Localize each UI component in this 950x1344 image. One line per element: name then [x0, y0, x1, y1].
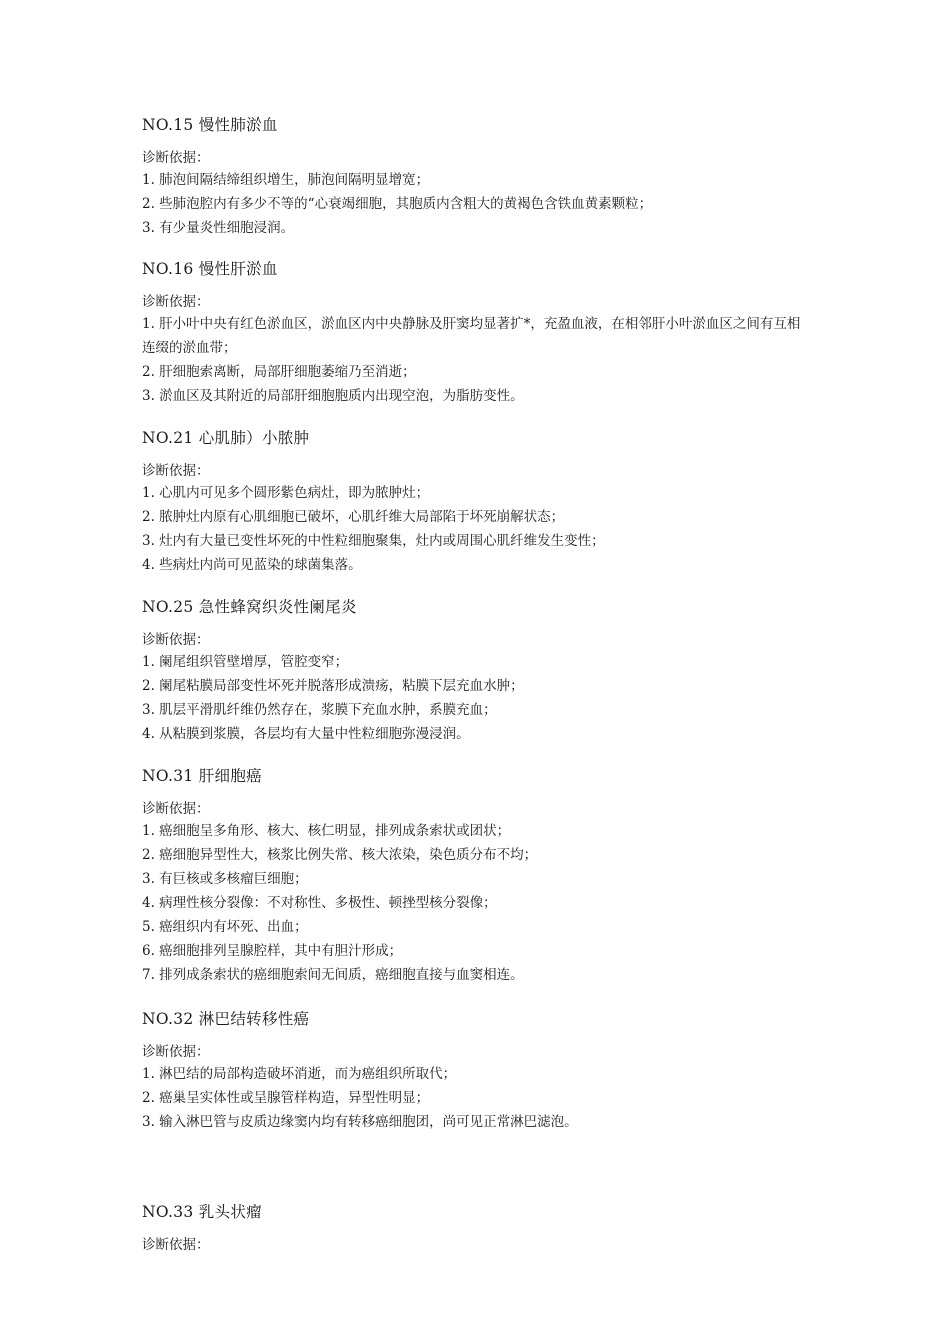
diagnosis-basis-label: 诊断依据：	[142, 801, 210, 817]
list-item: 7. 排列成条索状的癌细胞索间无间质，癌细胞直接与血窦相连。	[142, 967, 524, 983]
section-heading: NO.21 心肌肺）小脓肿	[142, 429, 310, 447]
list-item: 2. 癌巢呈实体性或呈腺管样构造，异型性明显；	[142, 1090, 430, 1106]
section-no31	[142, 765, 822, 987]
list-item: 3. 肌层平滑肌纤维仍然存在，浆膜下充血水肿，系膜充血；	[142, 702, 497, 718]
list-item: 3. 有巨核或多核瘤巨细胞；	[142, 871, 308, 887]
list-item: 2. 脓肿灶内原有心肌细胞已破坏，心肌纤维大局部陷于坏死崩解状态；	[142, 509, 565, 525]
list-item: 1. 阑尾组织管壁增厚，管腔变窄；	[142, 654, 349, 670]
section-no25	[142, 596, 822, 746]
section-heading: NO.15 慢性肺淤血	[142, 116, 278, 134]
diagnosis-basis-label: 诊断依据：	[142, 1237, 210, 1253]
section-heading: NO.25 急性蜂窝织炎性阑尾炎	[142, 598, 357, 616]
diagnosis-basis-label: 诊断依据：	[142, 150, 210, 166]
list-item: 2. 癌细胞异型性大，核浆比例失常、核大浓染，染色质分布不均；	[142, 847, 538, 863]
list-item: 3. 有少量炎性细胞浸润。	[142, 220, 295, 236]
section-no15	[142, 114, 822, 240]
diagnosis-basis-label: 诊断依据：	[142, 294, 210, 310]
list-item: 2. 些肺泡腔内有多少不等的“心衰竭细胞，其胞质内含粗大的黄褐色含铁血黄素颗粒；	[142, 196, 653, 212]
section-heading: NO.32 淋巴结转移性癌	[142, 1010, 310, 1028]
list-item: 4. 从粘膜到浆膜，各层均有大量中性粒细胞弥漫浸润。	[142, 726, 470, 742]
list-item: 2. 阑尾粘膜局部变性坏死并脱落形成溃疡，粘膜下层充血水肿；	[142, 678, 524, 694]
list-item: 1. 心肌内可见多个圆形紫色病灶，即为脓肿灶；	[142, 485, 430, 501]
section-no16	[142, 258, 822, 408]
diagnosis-basis-label: 诊断依据：	[142, 632, 210, 648]
list-item: 1. 肺泡间隔结缔组织增生，肺泡间隔明显增宽；	[142, 172, 430, 188]
list-item: 1. 肝小叶中央有红色淤血区，淤血区内中央静脉及肝窦均显著扩*，充盈血液，在相邻肝小叶淤血区之间有互相连缀的淤血带；	[142, 316, 801, 356]
list-item: 4. 些病灶内尚可见蓝染的球菌集落。	[142, 557, 362, 573]
section-heading: NO.16 慢性肝淤血	[142, 260, 278, 278]
list-item: 1. 淋巴结的局部构造破坏消逝，而为癌组织所取代；	[142, 1066, 457, 1082]
diagnosis-basis-label: 诊断依据：	[142, 463, 210, 479]
list-item: 6. 癌细胞排列呈腺腔样，其中有胆汁形成；	[142, 943, 403, 959]
section-heading: NO.31 肝细胞癌	[142, 767, 262, 785]
section-no33	[142, 1201, 822, 1255]
section-no21	[142, 427, 822, 577]
list-item: 4. 病理性核分裂像：不对称性、多极性、顿挫型核分裂像；	[142, 895, 497, 911]
diagnosis-basis-label: 诊断依据：	[142, 1044, 210, 1060]
list-item: 2. 肝细胞索离断，局部肝细胞萎缩乃至消逝；	[142, 364, 416, 380]
list-item: 3. 输入淋巴管与皮质边缘窦内均有转移癌细胞团，尚可见正常淋巴滤泡。	[142, 1114, 578, 1130]
section-no32	[142, 1008, 822, 1134]
list-item: 3. 淤血区及其附近的局部肝细胞胞质内出现空泡，为脂肪变性。	[142, 388, 524, 404]
section-heading: NO.33 乳头状瘤	[142, 1203, 262, 1221]
list-item: 3. 灶内有大量已变性坏死的中性粒细胞聚集，灶内或周围心肌纤维发生变性；	[142, 533, 605, 549]
list-item: 1. 癌细胞呈多角形、核大、核仁明显，排列成条索状或团状；	[142, 823, 511, 839]
list-item: 5. 癌组织内有坏死、出血；	[142, 919, 308, 935]
